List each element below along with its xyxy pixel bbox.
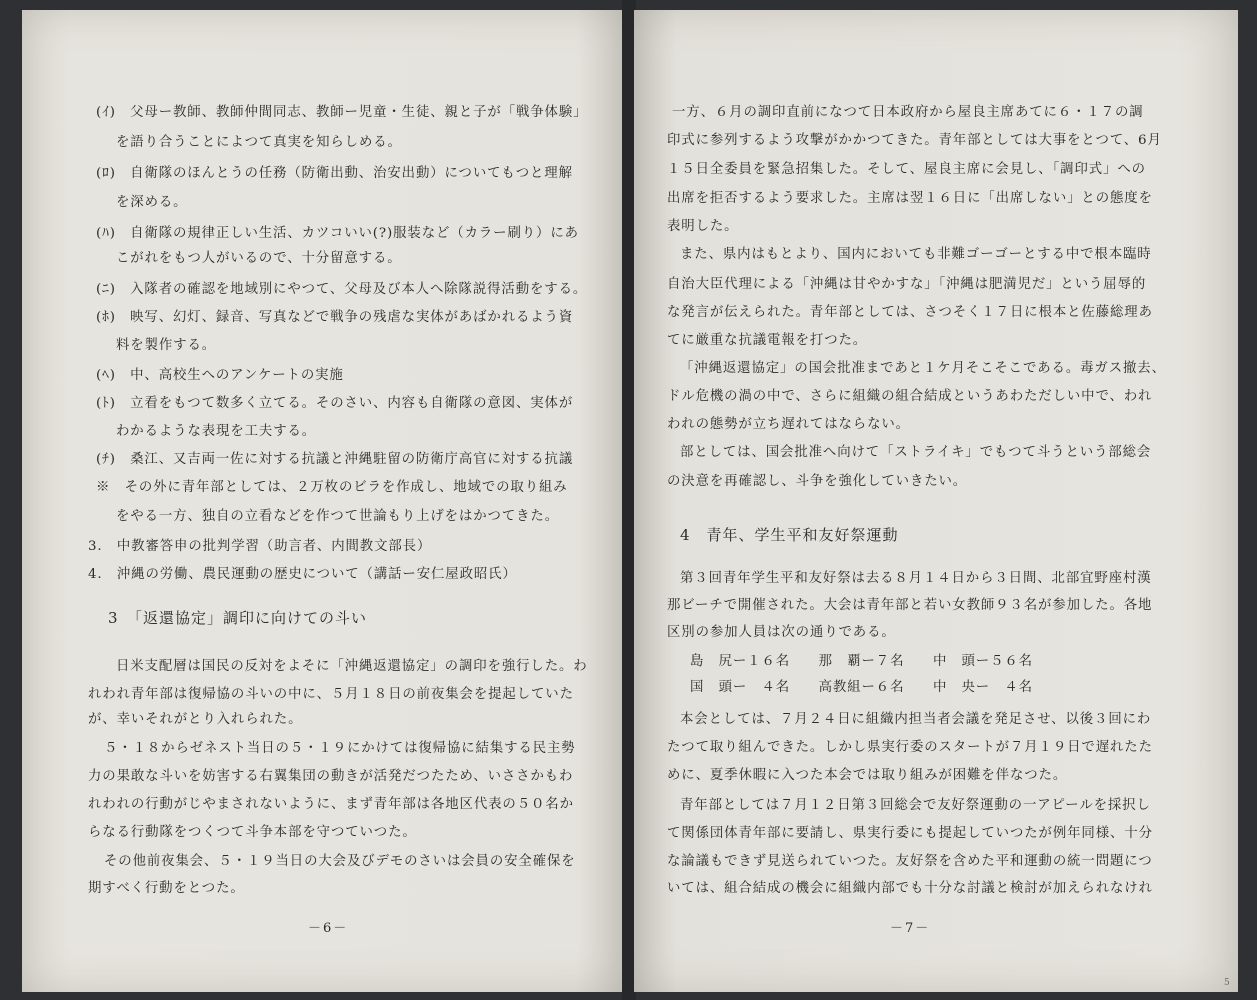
left-page-line: 力の果敢な斗いを妨害する右翼集団の動きが活発だつたため、いささかもわ	[88, 769, 574, 784]
left-page-line: こがれをもつ人がいるので、十分留意する。	[116, 251, 402, 266]
right-page-line: ドル危機の渦の中で、さらに組織の組合結成というあわただしい中で、われ	[667, 389, 1153, 404]
corner-mark: 5	[1224, 978, 1230, 988]
section-heading: 3 「返還協定」調印に向けての斗い	[108, 609, 368, 627]
right-page-line: て関係団体青年部に要請し、県実行委にも提起していつたが例年同様、十分	[667, 826, 1153, 841]
right-page-line: また、県内はもとより、国内においても非難ゴーゴーとする中で根本臨時	[680, 247, 1152, 262]
left-page-line: をやる一方、独自の立看などを作つて世論もり上げをはかつてきた。	[116, 509, 560, 524]
right-page-line: 「沖縄返還協定」の国会批准まであと１ケ月そこそこである。毒ガス撤去、	[680, 361, 1166, 376]
left-page-line: 日米支配層は国民の反対をよそに「沖縄返還協定」の調印を強行した。わ	[116, 659, 588, 674]
right-page-line: 第３回青年学生平和友好祭は去る８月１４日から３日間、北部宜野座村漢	[680, 571, 1152, 586]
right-page-line: 那ビーチで開催された。大会は青年部と若い女教師９３名が参加した。各地	[667, 598, 1153, 613]
right-page-line: 表明した。	[667, 219, 739, 234]
left-page-line: (ﾄ) 立看をもつて数多く立てる。そのさい、内容も自衛隊の意図、実体が	[96, 396, 574, 411]
right-page-line: てに厳重な抗議電報を打つた。	[667, 333, 868, 348]
right-page-line: 自治大臣代理による「沖縄は甘やかすな」「沖縄は肥満児だ」という屈辱的	[667, 277, 1147, 292]
right-page-line: な発言が伝えられた。青年部としては、さつそく１７日に根本と佐藤総理あ	[667, 305, 1153, 320]
left-page-line: ※ その外に青年部としては、２万枚のビラを作成し、地域での取り組み	[96, 480, 568, 495]
left-page-line: (ﾍ) 中、高校生へのアンケートの実施	[96, 368, 344, 383]
left-page	[22, 10, 624, 992]
left-page-line: その他前夜集会、５・１９当日の大会及びデモのさいは会員の安全確保を	[104, 854, 576, 869]
left-page-line: を深める。	[116, 195, 188, 210]
left-page-line: (ﾊ) 自衛隊の規律正しい生活、カツコいい(?)服装など（カラー刷り）にあ	[96, 226, 579, 241]
right-page-line: な論議もできず見送られていつた。友好祭を含めた平和運動の統一問題につ	[667, 854, 1153, 869]
right-page-line: 青年部としては７月１２日第３回総会で友好祭運動の一アピールを採択し	[680, 798, 1151, 813]
right-page-line: 国 頭ー ４名 高教組ー６名 中 央ー ４名	[690, 680, 1033, 695]
right-page-line: 出席を拒否するよう要求した。主席は翌１６日に「出席しない」との態度を	[667, 191, 1153, 206]
left-page-line: (ﾎ) 映写、幻灯、録音、写真などで戦争の残虐な実体があばかれるよう資	[96, 310, 574, 325]
right-page-line: 島 尻ー１６名 那 覇ー７名 中 頭ー５６名	[690, 654, 1033, 669]
left-page-line: ５・１８からゼネスト当日の５・１９にかけては復帰協に結集する民主勢	[104, 741, 576, 756]
left-page-line: (ｲ) 父母ー教師、教師仲間同志、教師ー児童・生徒、親と子が「戦争体験」	[96, 105, 588, 120]
right-page-line: の決意を再確認し、斗争を強化していきたい。	[667, 474, 968, 489]
left-page-line: が、幸いそれがとり入れられた。	[88, 712, 303, 727]
right-page-line: 印式に参列するよう攻撃がかかつてきた。青年部としては大事をとつて、6月	[667, 133, 1162, 148]
right-page-line: たつて取り組んできた。しかし県実行委のスタートが７月１９日で遅れたた	[667, 740, 1153, 755]
right-page-line: いては、組合結成の機会に組織内部でも十分な討議と検討が加えられなけれ	[667, 881, 1153, 896]
section-heading: 4 青年、学生平和友好祭運動	[680, 526, 899, 544]
left-page-line: (ﾆ) 入隊者の確認を地域別にやつて、父母及び本人へ除隊説得活動をする。	[96, 282, 588, 297]
left-page-line: を語り合うことによつて真実を知らしめる。	[116, 135, 402, 150]
right-page-line: めに、夏季休暇に入つた本会では取り組みが困難を伴なつた。	[667, 768, 1068, 783]
right-page-line: 区別の参加人員は次の通りである。	[667, 625, 896, 640]
left-page-line: 料を製作する。	[116, 338, 217, 353]
left-page-number: －6－	[308, 921, 349, 936]
right-page-number: －7－	[890, 921, 931, 936]
right-page-line: 一方、６月の調印直前になつて日本政府から屋良主席あてに６・１７の調	[672, 105, 1144, 120]
right-page-line: 本会としては、７月２４日に組織内担当者会議を発足させ、以後３回にわ	[680, 712, 1152, 727]
left-page-line: 期すべく行動をとつた。	[88, 881, 245, 896]
left-page-line: 4. 沖縄の労働、農民運動の歴史について（講話ー安仁屋政昭氏）	[88, 567, 517, 582]
left-page-line: れわれ青年部は復帰協の斗いの中に、５月１８日の前夜集会を提起していた	[88, 687, 574, 702]
left-page-line: (ﾛ) 自衛隊のほんとうの任務（防衛出動、治安出動）についてもつと理解	[96, 166, 573, 181]
left-page-line: れわれの行動がじやまされないように、まず青年部は各地区代表の５０名か	[88, 797, 574, 812]
left-page-line: わかるような表現を工夫する。	[116, 424, 317, 439]
right-page-line: 部としては、国会批准へ向けて「ストライキ」でもつて斗うという部総会	[680, 445, 1152, 460]
left-page-line: (ﾁ) 桑江、又吉両一佐に対する抗議と沖縄駐留の防衛庁高官に対する抗議	[96, 452, 574, 467]
right-page-line: １５日全委員を緊急招集した。そして、屋良主席に会見し、「調印式」への	[667, 162, 1146, 177]
right-page	[634, 10, 1238, 992]
right-page-line: われの態勢が立ち遅れてはならない。	[667, 417, 910, 432]
left-page-line: 3. 中教審答申の批判学習（助言者、内間教文部長）	[88, 539, 432, 554]
left-page-line: らなる行動隊をつくつて斗争本部を守つていつた。	[88, 825, 417, 840]
